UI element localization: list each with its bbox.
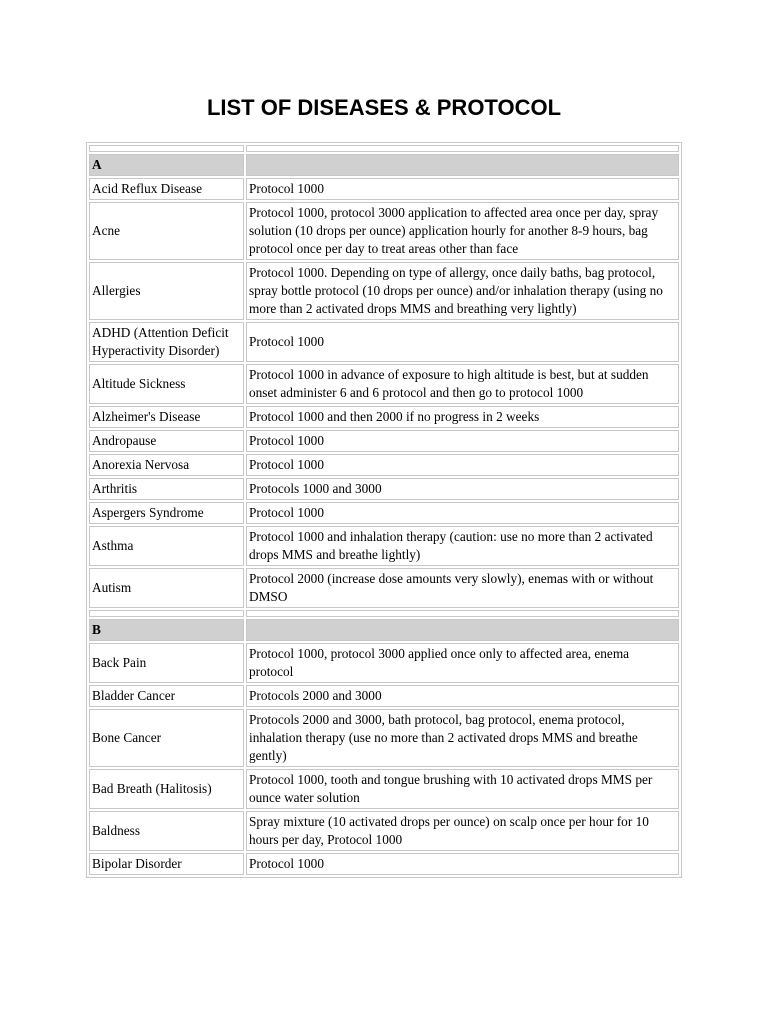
- table-row: [89, 643, 679, 683]
- disease-name: Arthritis: [89, 478, 244, 500]
- table-row: [89, 709, 679, 767]
- table-row: [89, 526, 679, 566]
- table-row: [89, 406, 679, 428]
- disease-name: Autism: [89, 568, 244, 608]
- disease-name: Alzheimer's Disease: [89, 406, 244, 428]
- disease-name: Acid Reflux Disease: [89, 178, 244, 200]
- protocol-text: Protocol 1000, tooth and tongue brushing with 10 activated drops MMS per ounce water solution: [246, 769, 679, 809]
- protocol-text: Protocol 1000, protocol 3000 applied once only to affected area, enema protocol: [246, 643, 679, 683]
- spacer-cell: [246, 145, 679, 152]
- section-header-blank: [246, 154, 679, 176]
- protocol-text: Spray mixture (10 activated drops per ounce) on scalp once per hour for 10 hours per day, Protocol 1000: [246, 811, 679, 851]
- disease-name: Acne: [89, 202, 244, 260]
- protocol-text: Protocol 1000: [246, 322, 679, 362]
- table-row: [89, 853, 679, 875]
- protocol-text: Protocols 1000 and 3000: [246, 478, 679, 500]
- section-letter: A: [89, 154, 244, 176]
- table-row: [89, 430, 679, 452]
- disease-name: Bone Cancer: [89, 709, 244, 767]
- disease-name: Bladder Cancer: [89, 685, 244, 707]
- protocol-text: Protocol 1000: [246, 178, 679, 200]
- section-letter: B: [89, 619, 244, 641]
- table-row: [89, 811, 679, 851]
- disease-name: Altitude Sickness: [89, 364, 244, 404]
- disease-name: Back Pain: [89, 643, 244, 683]
- disease-name: Aspergers Syndrome: [89, 502, 244, 524]
- protocol-text: Protocol 1000 in advance of exposure to high altitude is best, but at sudden onset administer 6 and 6 protocol and then go to protocol 1000: [246, 364, 679, 404]
- table-row: [89, 262, 679, 320]
- table-row: [89, 322, 679, 362]
- diseases-protocol-table: [86, 142, 682, 878]
- table-row: [89, 568, 679, 608]
- protocol-text: Protocol 2000 (increase dose amounts very slowly), enemas with or without DMSO: [246, 568, 679, 608]
- table-row: [89, 454, 679, 476]
- section-header-row: [89, 619, 679, 641]
- section-header-row: [89, 154, 679, 176]
- spacer-cell: [89, 610, 244, 617]
- protocol-text: Protocols 2000 and 3000: [246, 685, 679, 707]
- protocol-text: Protocol 1000, protocol 3000 application to affected area once per day, spray solution (10 drops per ounce) application hourly for another 8-9 hours, bag protocol once per day to treat areas other than face: [246, 202, 679, 260]
- disease-name: Andropause: [89, 430, 244, 452]
- spacer-cell: [246, 610, 679, 617]
- section-spacer-row: [89, 610, 679, 617]
- protocol-text: Protocol 1000: [246, 454, 679, 476]
- protocol-text: Protocols 2000 and 3000, bath protocol, bag protocol, enema protocol, inhalation therapy (use no more than 2 activated drops MMS and breathe gently): [246, 709, 679, 767]
- table-row: [89, 685, 679, 707]
- table-row: [89, 502, 679, 524]
- table-row: [89, 478, 679, 500]
- protocol-text: Protocol 1000. Depending on type of allergy, once daily baths, bag protocol, spray bottle protocol (10 drops per ounce) and/or inhalation therapy (using no more than 2 activated drops MMS and breathing very lightly): [246, 262, 679, 320]
- disease-name: Allergies: [89, 262, 244, 320]
- protocol-text: Protocol 1000: [246, 502, 679, 524]
- protocol-text: Protocol 1000 and inhalation therapy (caution: use no more than 2 activated drops MMS and breathe lightly): [246, 526, 679, 566]
- diseases-table-container: [86, 142, 682, 878]
- table-row: [89, 364, 679, 404]
- protocol-text: Protocol 1000: [246, 430, 679, 452]
- disease-name: Asthma: [89, 526, 244, 566]
- section-header-blank: [246, 619, 679, 641]
- table-row: [89, 202, 679, 260]
- protocol-text: Protocol 1000 and then 2000 if no progress in 2 weeks: [246, 406, 679, 428]
- table-row: [89, 178, 679, 200]
- table-row: [89, 769, 679, 809]
- disease-name: Baldness: [89, 811, 244, 851]
- disease-name: Bad Breath (Halitosis): [89, 769, 244, 809]
- spacer-cell: [89, 145, 244, 152]
- protocol-text: Protocol 1000: [246, 853, 679, 875]
- disease-name: Anorexia Nervosa: [89, 454, 244, 476]
- page-title: LIST OF DISEASES & PROTOCOL: [206, 95, 562, 120]
- disease-name: Bipolar Disorder: [89, 853, 244, 875]
- disease-name: ADHD (Attention Deficit Hyperactivity Disorder): [89, 322, 244, 362]
- section-spacer-row: [89, 145, 679, 152]
